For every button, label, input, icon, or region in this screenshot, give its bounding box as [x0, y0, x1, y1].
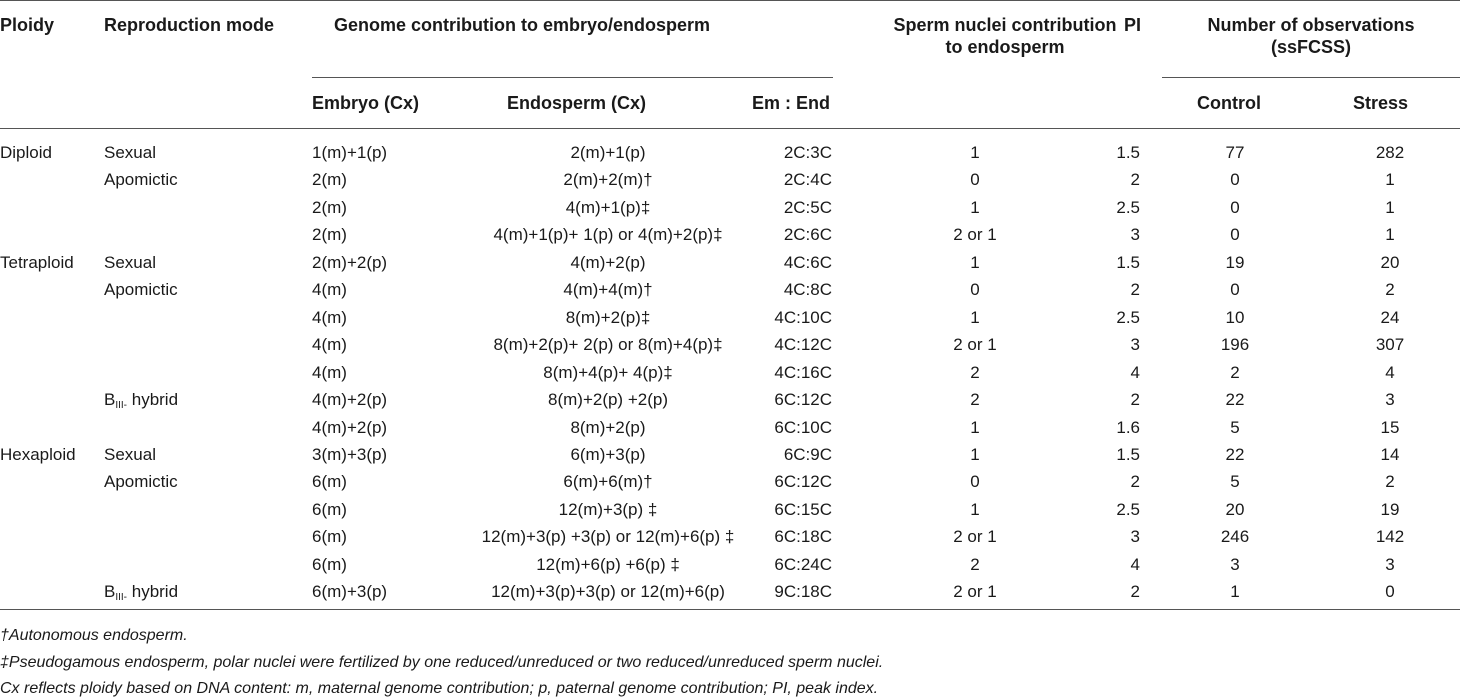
cell-sperm: 1 — [970, 307, 980, 327]
cell-mode: Apomictic — [104, 472, 178, 492]
cell-em-end: 9C:18C — [774, 582, 832, 602]
hybrid-label: hybrid — [127, 390, 179, 409]
cell-sperm: 1 — [970, 197, 980, 217]
cell-sperm: 2 or 1 — [953, 225, 997, 245]
cell-stress: 14 — [1380, 444, 1400, 464]
header-pi: PI — [1124, 15, 1142, 35]
cell-pi: 1.6 — [1116, 417, 1140, 437]
footnote-autonomous: †Autonomous endosperm. — [0, 627, 188, 644]
cell-stress: 4 — [1385, 362, 1395, 382]
cell-embryo: 4(m) — [312, 307, 347, 327]
header-observations-line2: (ssFCSS) — [1270, 37, 1351, 57]
cell-control: 0 — [1230, 170, 1240, 190]
cell-em-end: 2C:5C — [783, 197, 832, 217]
hybrid-letter: B — [104, 582, 116, 602]
cell-em-end: 6C:15C — [774, 499, 832, 519]
header-sperm-nuclei — [840, 14, 1170, 58]
cell-endosperm: 6(m)+3(p) — [570, 444, 646, 464]
cell-stress: 307 — [1375, 335, 1405, 355]
header-embryo: Embryo (Cx) — [312, 93, 420, 113]
cell-stress: 2 — [1385, 280, 1395, 300]
cell-stress: 3 — [1385, 554, 1395, 574]
cell-control: 196 — [1220, 335, 1250, 355]
cell-em-end: 2C:4C — [783, 170, 832, 190]
cell-endosperm: 4(m)+4(m)† — [563, 280, 653, 300]
cell-endosperm: 2(m)+2(m)† — [563, 170, 653, 190]
cell-stress: 3 — [1385, 390, 1395, 409]
cell-control: 3 — [1230, 554, 1240, 574]
cell-pi: 2 — [1130, 280, 1140, 300]
header-control: Control — [1197, 93, 1261, 113]
cell-endosperm: 8(m)+4(p)+ 4(p)‡ — [543, 362, 673, 382]
cell-pi: 2.5 — [1116, 307, 1140, 327]
cell-endosperm: 12(m)+3(p) +3(p) or 12(m)+6(p) ‡ — [481, 527, 735, 547]
cell-em-end: 6C:12C — [774, 472, 832, 492]
cell-control: 0 — [1230, 280, 1240, 300]
cell-embryo: 2(m) — [312, 170, 347, 190]
cell-endosperm: 4(m)+1(p)‡ — [565, 197, 651, 217]
cell-control: 0 — [1230, 197, 1240, 217]
cell-pi: 2.5 — [1116, 197, 1140, 217]
cell-em-end: 4C:12C — [774, 335, 832, 355]
footnote-pseudogamous: ‡Pseudogamous endosperm, polar nuclei were fertilized by one reduced/unreduced or two reduced/unreduced sperm nuclei. — [0, 654, 884, 671]
header-endosperm: Endosperm (Cx) — [507, 93, 647, 113]
cell-stress: 2 — [1385, 472, 1395, 492]
cell-em-end: 4C:10C — [774, 307, 832, 327]
cell-embryo: 6(m) — [312, 554, 347, 574]
header-observations — [1162, 14, 1460, 58]
cell-stress: 20 — [1380, 252, 1400, 272]
cell-pi: 2 — [1130, 170, 1140, 190]
cell-endosperm: 6(m)+6(m)† — [563, 472, 653, 492]
cell-sperm: 2 or 1 — [953, 582, 997, 602]
cell-endosperm: 4(m)+2(p) — [570, 252, 646, 272]
cell-em-end: 6C:9C — [783, 444, 832, 464]
cell-em-end: 4C:6C — [783, 252, 832, 272]
cell-stress: 282 — [1375, 143, 1405, 162]
cell-ploidy: Diploid — [0, 143, 52, 162]
cell-mode — [104, 390, 178, 416]
cell-endosperm: 12(m)+3(p) ‡ — [558, 499, 658, 519]
observations-group-rule — [1162, 77, 1460, 78]
cell-stress: 24 — [1380, 307, 1400, 327]
cell-sperm: 2 or 1 — [953, 527, 997, 547]
cell-control: 1 — [1230, 582, 1240, 602]
cell-control: 5 — [1230, 472, 1240, 492]
cell-em-end: 2C:3C — [783, 143, 832, 162]
hybrid-letter: B — [104, 390, 116, 409]
cell-em-end: 6C:10C — [774, 417, 832, 437]
cell-control: 0 — [1230, 225, 1240, 245]
cell-ploidy: Hexaploid — [0, 444, 76, 464]
cell-pi: 3 — [1130, 335, 1140, 355]
cell-em-end: 4C:8C — [783, 280, 832, 300]
cell-sperm: 1 — [970, 444, 980, 464]
hybrid-subscript: III- — [115, 592, 128, 604]
cell-sperm: 2 — [970, 390, 980, 409]
cell-mode: Sexual — [104, 143, 156, 162]
table-bottom-rule — [0, 609, 1460, 610]
cell-stress: 0 — [1385, 582, 1395, 602]
cell-embryo: 3(m)+3(p) — [312, 444, 388, 464]
cell-sperm: 1 — [970, 499, 980, 519]
top-rule — [0, 0, 1460, 1]
cell-stress: 1 — [1385, 170, 1395, 190]
cell-endosperm: 8(m)+2(p)+ 2(p) or 8(m)+4(p)‡ — [493, 335, 723, 355]
footnote-cx-definition: Cx reflects ploidy based on DNA content: m, maternal genome contribution; p, paternal genome contribution; PI, peak index. — [0, 680, 879, 697]
cell-endosperm: 8(m)+2(p) +2(p) — [548, 390, 668, 409]
cell-mode: Sexual — [104, 252, 156, 272]
cell-pi: 4 — [1130, 554, 1140, 574]
cell-sperm: 1 — [970, 417, 980, 437]
cell-endosperm: 8(m)+2(p)‡ — [565, 307, 651, 327]
cell-ploidy: Tetraploid — [0, 252, 74, 272]
cell-control: 20 — [1225, 499, 1245, 519]
cell-control: 77 — [1225, 143, 1245, 162]
cell-embryo: 4(m) — [312, 280, 347, 300]
cell-control: 22 — [1225, 444, 1245, 464]
cell-sperm: 0 — [970, 472, 980, 492]
cell-control: 10 — [1225, 307, 1245, 327]
cell-endosperm: 8(m)+2(p) — [570, 417, 646, 437]
cell-embryo: 6(m) — [312, 499, 347, 519]
header-sperm-line2: to endosperm — [945, 37, 1065, 57]
cell-embryo: 4(m)+2(p) — [312, 417, 388, 437]
cell-embryo: 4(m) — [312, 335, 347, 355]
cell-endosperm: 4(m)+1(p)+ 1(p) or 4(m)+2(p)‡ — [493, 225, 723, 245]
cell-sperm: 2 or 1 — [953, 335, 997, 355]
cell-stress: 1 — [1385, 225, 1395, 245]
header-reproduction-mode: Reproduction mode — [104, 15, 274, 35]
cell-mode: Apomictic — [104, 170, 178, 190]
hybrid-label: hybrid — [127, 582, 179, 602]
cell-sperm: 2 — [970, 362, 980, 382]
cell-sperm: 1 — [970, 143, 980, 162]
header-em-end: Em : End — [752, 93, 831, 113]
cell-embryo: 4(m)+2(p) — [312, 390, 388, 409]
cell-embryo: 1(m)+1(p) — [312, 143, 388, 162]
cell-pi: 2 — [1130, 472, 1140, 492]
cell-endosperm: 2(m)+1(p) — [570, 143, 646, 162]
cell-pi: 2 — [1130, 582, 1140, 602]
cell-embryo: 2(m) — [312, 225, 347, 245]
header-genome-contribution: Genome contribution to embryo/endosperm — [334, 15, 711, 35]
header-stress: Stress — [1353, 93, 1409, 113]
cell-embryo: 6(m)+3(p) — [312, 582, 388, 602]
header-ploidy: Ploidy — [0, 15, 55, 35]
cell-pi: 2.5 — [1116, 499, 1140, 519]
cell-pi: 3 — [1130, 527, 1140, 547]
cell-control: 246 — [1220, 527, 1250, 547]
cell-endosperm: 12(m)+6(p) +6(p) ‡ — [536, 554, 680, 574]
cell-em-end: 6C:12C — [774, 390, 832, 409]
cell-em-end: 4C:16C — [774, 362, 832, 382]
cell-stress: 19 — [1380, 499, 1400, 519]
genome-group-rule — [312, 77, 833, 78]
cell-embryo: 2(m)+2(p) — [312, 252, 388, 272]
cell-pi: 2 — [1130, 390, 1140, 409]
cell-mode — [104, 582, 178, 608]
cell-control: 22 — [1225, 390, 1245, 409]
cell-pi: 4 — [1130, 362, 1140, 382]
cell-stress: 1 — [1385, 197, 1395, 217]
header-sperm-line1: Sperm nuclei contribution — [893, 15, 1117, 35]
cell-em-end: 6C:18C — [774, 527, 832, 547]
header-observations-line1: Number of observations — [1207, 15, 1415, 35]
cell-pi: 1.5 — [1116, 444, 1140, 464]
cell-embryo: 6(m) — [312, 527, 347, 547]
cell-em-end: 6C:24C — [774, 554, 832, 574]
cell-control: 2 — [1230, 362, 1240, 382]
cell-embryo: 2(m) — [312, 197, 347, 217]
cell-pi: 3 — [1130, 225, 1140, 245]
cell-sperm: 0 — [970, 170, 980, 190]
cell-stress: 142 — [1375, 527, 1405, 547]
cell-mode: Apomictic — [104, 280, 178, 300]
cell-pi: 1.5 — [1116, 252, 1140, 272]
cell-sperm: 2 — [970, 554, 980, 574]
cell-control: 19 — [1225, 252, 1245, 272]
cell-control: 5 — [1230, 417, 1240, 437]
cell-stress: 15 — [1380, 417, 1400, 437]
cell-endosperm: 12(m)+3(p)+3(p) or 12(m)+6(p) — [491, 582, 725, 602]
cell-pi: 1.5 — [1116, 143, 1140, 162]
cell-embryo: 4(m) — [312, 362, 347, 382]
cell-sperm: 0 — [970, 280, 980, 300]
cell-em-end: 2C:6C — [783, 225, 832, 245]
cell-mode: Sexual — [104, 444, 156, 464]
cell-sperm: 1 — [970, 252, 980, 272]
header-bottom-rule — [0, 128, 1460, 129]
cell-embryo: 6(m) — [312, 472, 347, 492]
hybrid-subscript: III- — [115, 400, 128, 411]
